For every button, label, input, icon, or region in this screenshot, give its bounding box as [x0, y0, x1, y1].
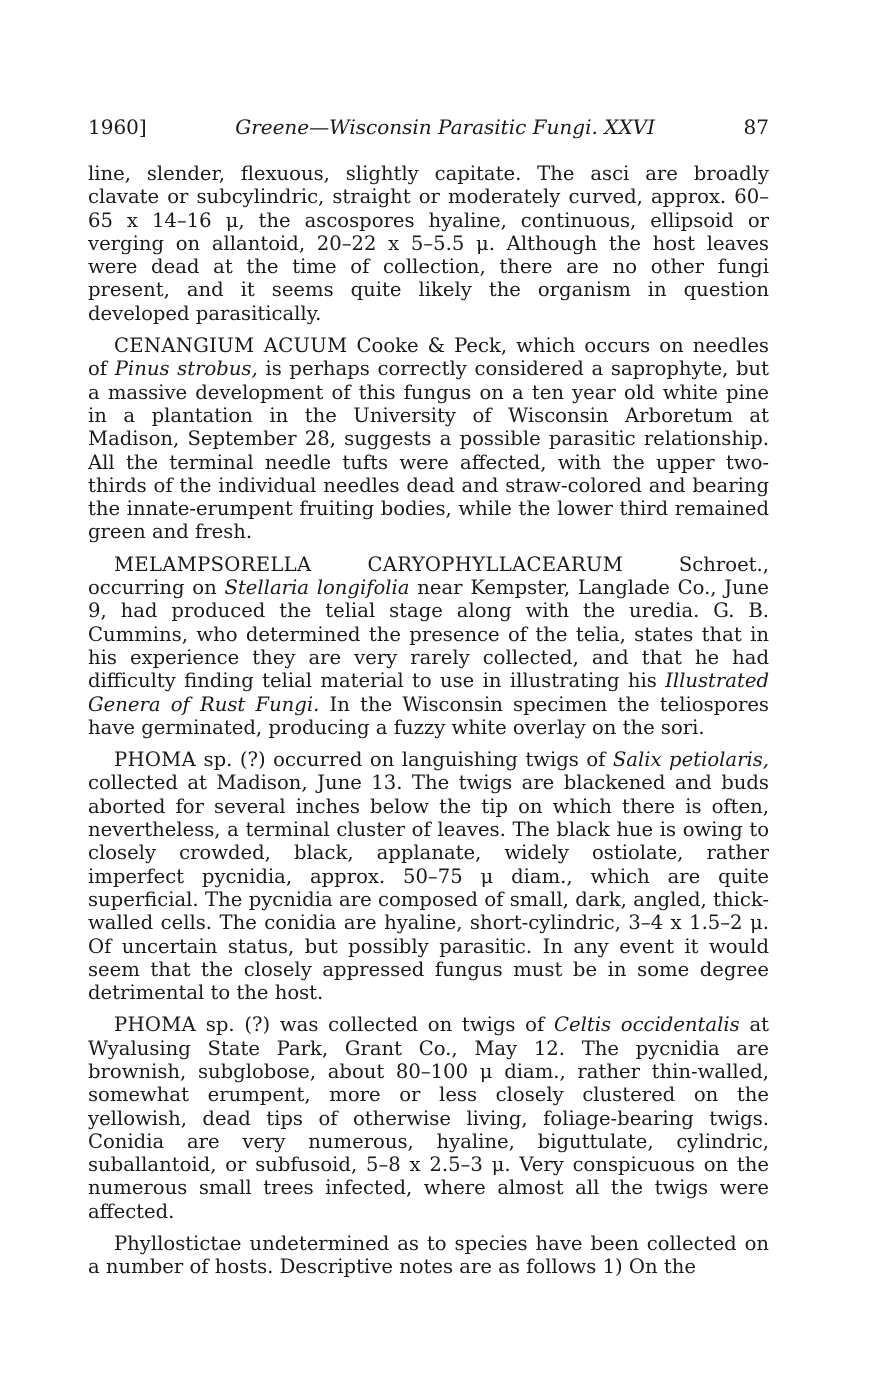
paragraph-text: sp. (?) was collected on twigs of [196, 1013, 554, 1037]
page [88, 112, 769, 1288]
host-name: Pinus strobus, [114, 357, 258, 381]
paragraph-phoma-salix [88, 748, 769, 1004]
paragraph-phoma-celtis [88, 1013, 769, 1223]
host-name: Stellaria longifolia [224, 576, 410, 600]
paragraph-continuation [88, 162, 769, 325]
running-title: Greene—Wisconsin Parasitic Fungi. XXVI [235, 115, 656, 139]
paragraph-text: Cooke & Peck, which occurs on needles of [88, 334, 769, 381]
paragraph-text: at Wyalusing State Park, Grant Co., May 12. The pycnidia are brownish, subglobose, about 80–100 μ diam., rather thin-walled, somewhat erumpent, more or less closely clustered on the yellowish, dead tips of otherwise living, foliage-bearing twigs. Conidia are very numerous, hyaline, biguttulate, cylindric, suballantoid, or subfusoid, 5–8 x 2.5–3 μ. Very conspicuous on the numerous small trees infected, where almost all the twigs were affected. [88, 1013, 770, 1223]
paragraph-cenangium [88, 334, 769, 544]
paragraph-text: line, slender, flexuous, slightly capitate. The asci are broadly clavate or subcylindric, straight or moderately curved, approx. 60–65 x 14–16 μ, the ascospores hyaline, continuous, ellipsoid or verging on allantoid, 20–22 x 5–5.5 μ. Although the host leaves were dead at the time of collection, there are no other fungi present, and it seems quite likely the organism in question developed parasitically. [88, 162, 769, 325]
paragraph-text: collected at Madison, June 13. The twigs are blackened and buds aborted for several inches below the tip on which there is often, nevertheless, a terminal cluster of leaves. The black hue is owing to closely crowded, black, applanate, widely ostiolate, rather imperfect pycnidia, approx. 50–75 μ diam., which are quite superficial. The pycnidia are composed of small, dark, angled, thick-walled cells. The conidia are hyaline, short-cylindric, 3–4 x 1.5–2 μ. Of uncertain status, but possibly parasitic. In any event it would seem that the closely appressed fungus must be in some degree detrimental to the host. [88, 771, 769, 1005]
paragraph-melampsorella [88, 553, 769, 739]
paragraph-text: is perhaps correctly considered a saprophyte, but a massive development of this fungus on a ten year old white pine in a plantation in the University of Wisconsin Arboretum at Madison, September 28, suggests a possible parasitic relationship. All the terminal needle tufts were affected, with the upper two-thirds of the individual needles dead and straw-colored and bearing the innate-erumpent fruiting bodies, while the lower third remained green and fresh. [88, 357, 770, 544]
paragraph-text: In the Wisconsin specimen the teliospores have germinated, producing a fuzzy white overlay on the sori. [88, 692, 769, 739]
taxon-name: PHOMA [114, 748, 197, 772]
paragraph-phyllostictae [88, 1232, 769, 1279]
running-head [88, 112, 769, 142]
journal-year: 1960] [88, 115, 147, 139]
taxon-name: CENANGIUM ACUUM [114, 334, 348, 358]
host-name: Salix petiolaris, [612, 748, 769, 772]
page-number: 87 [743, 115, 769, 139]
taxon-name: MELAMPSORELLA CARYOPHYLLACEARUM [114, 552, 624, 576]
book-title: Illustrated Genera of Rust Fungi. [88, 669, 769, 716]
paragraph-text: sp. (?) occurred on languishing twigs of [196, 748, 613, 772]
paragraph-text: near Kempster, Langlade Co., June 9, had produced the telial stage along with the uredia. G. B. Cummins, who determined the presence of the telia, states that in his experience they are very rarely collected, and that he had difficulty finding telial material to use in illustrating his [88, 576, 769, 693]
paragraph-text: Phyllostictae undetermined as to species have been collected on a number of hosts. Descriptive notes are as follows 1) On the [88, 1232, 769, 1279]
host-name: Celtis occidentalis [553, 1013, 740, 1037]
paragraph-text: Schroet., occurring on [88, 552, 769, 600]
taxon-name: PHOMA [114, 1013, 197, 1037]
